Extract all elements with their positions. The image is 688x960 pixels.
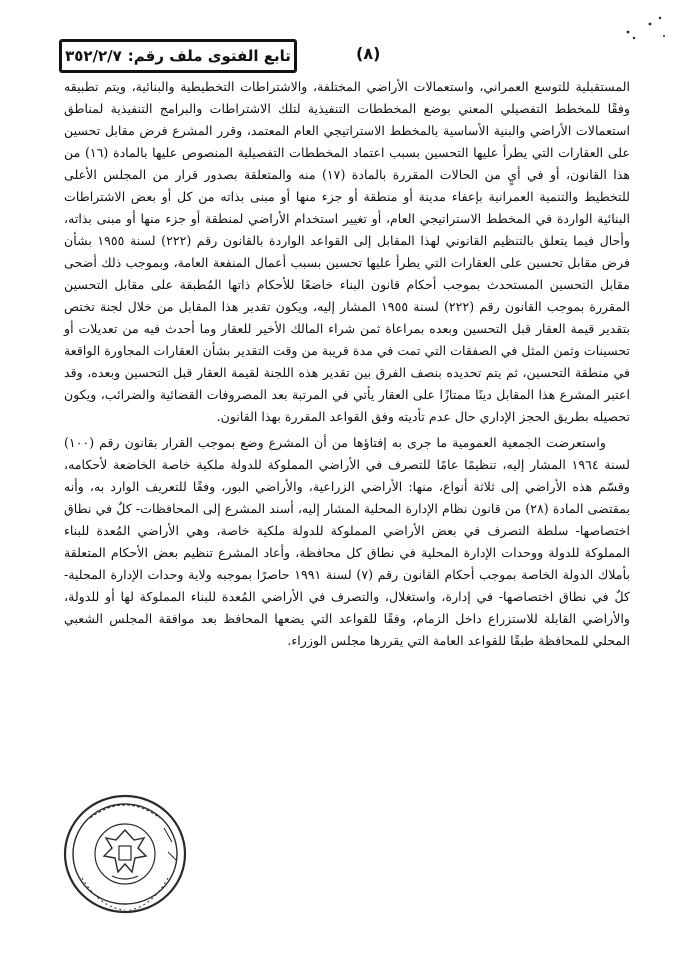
body-paragraph-1: المستقبلية للتوسع العمراني، واستعمالات الأراضي المختلفة، والاشتراطات التخطيطية والبنائية، ويتم تطبيقه وفقًا للمخطط التفصيلي المعني بوضع المخططات التنفيذية لتلك الاشتراطات والبرامج التنفيذية لمناطق استعمالات الأراضي والبنية الأساسية بالمخطط الاستراتيجي العام المعتمد، وقرر المشرع فرض مقابل تحسين على العقارات التي يطرأ عليها التحسين بسبب اعتماد المخططات التفصيلية المنصوص عليها بالمادة (١٦) من هذا القانون، أو في أيٍ من الحالات المقررة بالمادة (١٧) منه والمتعلقة بصدور قرار من المجلس الأعلى للتخطيط والتنمية العمرانية بإعفاء مدينة أو منطقة أو جزء منها أو مبنى بذاته من كل أو بعض الاشتراطات البنائية الواردة في المخطط الاستراتيجي العام، أو تغيير استخدام الأراضي لمنطقة أو جزء منها أو مبنى بذاته، وأحال فيما يتعلق بالتنظيم القانوني لهذا المقابل إلى القواعد الواردة بالقانون رقم (٢٢٢) لسنة ١٩٥٥ بشأن فرض مقابل تحسين على العقارات التي يطرأ عليها تحسين بسبب أعمال المنفعة العامة، وبموجب ذلك أضحى مقابل التحسين المستحدث بموجب أحكام قانون البناء خاضعًا للأحكام ذاتها المُطبقة على مقابل التحسين المقررة بموجب القانون رقم (٢٢٢) لسنة ١٩٥٥ المشار إليه، ويكون تقدير هذا المقابل من خلال لجنة تختص بتقدير قيمة العقار قبل التحسين وبعده بمراعاة ثمن شراء المالك الأخير للعقار وما أحدث فيه من تعديلات أو تحسينات وثمن المثل في الصفقات التي تمت في مدة قريبة من وقت التقدير بشأن العقارات المجاورة الواقعة في منطقة التحسين، ثم يتم تحديده بنصف الفرق بين تقدير هذه اللجنة لقيمة العقار قبل التحسين وبعده، وقد اعتبر المشرع هذا المقابل دينًا ممتازًا على العقار يأتي في المرتبة بعد المصروفات القضائية والضرائب، ويكون تحصيله بطريق الحجز الإداري حال عدم تأديته وفق القواعد المقررة بهذا القانون.	[64, 79, 631, 424]
body-paragraph-2: واستعرضت الجمعية العمومية ما جرى به إفتاؤها من أن المشرع وضع بموجب القرار بقانون رقم (١٠٠) لسنة ١٩٦٤ المشار إليه، تنظيمًا عامًا للتصرف في الأراضي المملوكة للدولة ملكية خاصة الخاضعة لأحكامه، وقسّم هذه الأراضي إلى ثلاثة أنواع، منها: الأراضي الزراعية، والأراضي البور، وفقًا للتعريف الوارد به، وأنه بمقتضى المادة (٢٨) من قانون نظام الإدارة المحلية المشار إليه، أسند المشرع إلى المحافظات- كلٌ في نطاق اختصاصها- سلطة التصرف في بعض الأراضي المملوكة للدولة ملكية خاصة، وهي الأراضي المُعدة للبناء المملوكة للدولة ووحدات الإدارة المحلية في نطاق كل محافظة، وأعاد المشرع تنظيم بعض الأحكام المتعلقة بأملاك الدولة الخاصة بموجب أحكام القانون رقم (٧) لسنة ١٩٩١ حاصرًا بموجبه ولاية وحدات الإدارة المحلية- كلٌ في نطاق اختصاصها- في إدارة، واستغلال، والتصرف في الأراضي المُعدة للبناء المملوكة لها أو للدولة، والأراضي القابلة للاستزراع داخل الزمام، وفقًا للقواعد التي يضعها المحافظ بعد موافقة المجلس الشعبي المحلي للمحافظة طبقًا للقواعد العامة التي يقررها مجلس الوزراء.	[64, 435, 630, 648]
page-number: (٨)	[356, 44, 381, 63]
file-reference-box	[60, 40, 296, 72]
document-body	[64, 76, 630, 656]
file-reference-label: تابع الفتوى ملف رقم:	[127, 47, 291, 65]
corner-marks	[620, 10, 670, 50]
file-reference-number: ٣٥٢/٢/٧	[65, 47, 122, 65]
state-council-seal	[60, 790, 190, 918]
